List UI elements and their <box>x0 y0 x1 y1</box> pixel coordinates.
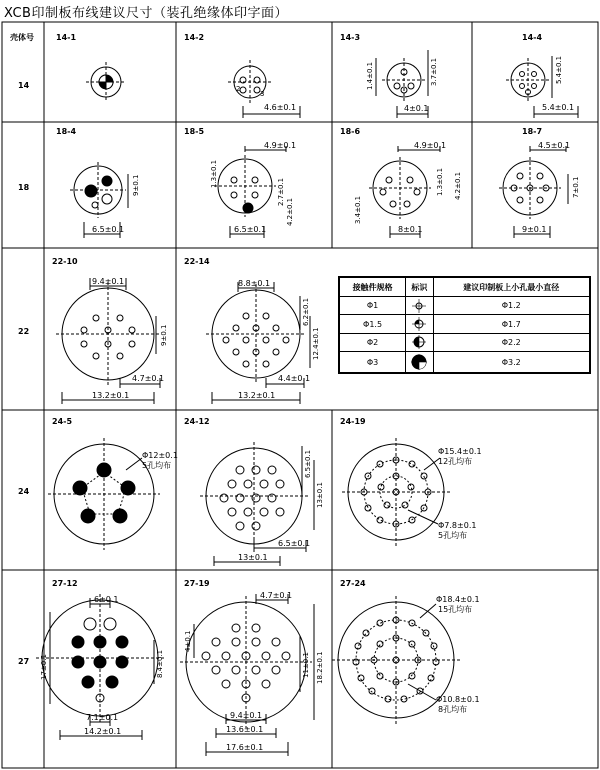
dim-label: 13±0.1 <box>238 553 268 562</box>
shell-number: 18 <box>18 183 30 192</box>
legend-header-row <box>340 278 590 297</box>
dim-label: 6.2±0.1 <box>302 297 310 326</box>
legend-spec: Φ2 <box>340 333 406 351</box>
dim-label: 5.4±0.1 <box>555 55 563 84</box>
dim-label: 4.5±0.1 <box>538 141 571 150</box>
dim-label: 5.4±0.1 <box>542 103 575 112</box>
legend-header: 接触件规格 <box>340 278 406 297</box>
dim-label: 13.2±0.1 <box>92 391 130 400</box>
dim-label: Φ18.4±0.1 <box>436 595 480 604</box>
dim-label: 9.4±0.1 <box>230 711 263 720</box>
legend-spec: Φ1 <box>340 297 406 315</box>
dim-label: 17±0.1 <box>40 654 48 680</box>
dim-note: 12孔均布 <box>438 457 473 466</box>
shell-header: 壳体号 <box>10 33 34 42</box>
legend-row <box>340 333 590 351</box>
dim-label: 6.5±0.1 <box>234 225 267 234</box>
legend-header: 标识 <box>406 278 433 297</box>
cell-label: 27-24 <box>340 579 366 588</box>
cell-label: 14-2 <box>184 33 205 42</box>
dim-label: 4.6±0.1 <box>264 103 297 112</box>
dim-label: 7.1±0.1 <box>86 713 119 722</box>
dim-label: 1.4±0.1 <box>366 61 374 90</box>
shell-number: 22 <box>18 327 30 336</box>
dim-label: 7±0.1 <box>572 176 580 198</box>
cell-label: 14-4 <box>522 33 543 42</box>
layout-14-1 <box>86 62 126 102</box>
quarter-fill-small-icon <box>412 317 426 331</box>
dim-label: 6.5±0.1 <box>278 539 311 548</box>
cell-label: 24-5 <box>52 417 73 426</box>
dim-label: 4.7±0.1 <box>260 591 293 600</box>
dim-note: 5孔均布 <box>142 461 172 470</box>
legend-icon-cell <box>406 333 433 351</box>
shell-number: 14 <box>18 81 30 90</box>
dim-label: 18.2±0.1 <box>316 651 324 684</box>
legend-icon-cell <box>406 315 433 333</box>
legend-icon-cell <box>406 297 433 315</box>
dim-label: 13±0.1 <box>316 482 324 508</box>
dim-label: 8±0.1 <box>398 225 423 234</box>
cell-label: 24-12 <box>184 417 210 426</box>
dim-label: Φ10.8±0.1 <box>436 695 480 704</box>
layout-22-10 <box>56 278 160 404</box>
dim-label: 8.8±0.1 <box>238 279 271 288</box>
legend-row <box>340 315 590 333</box>
dim-label: 4.9±0.1 <box>264 141 297 150</box>
cell-label: 22-14 <box>184 257 210 266</box>
dim-label: 6.5±0.1 <box>304 449 312 478</box>
layout-22-14 <box>206 282 310 404</box>
three-quarter-fill-icon <box>411 354 427 370</box>
cell-label: 14-3 <box>340 33 361 42</box>
cell-label: 27-19 <box>184 579 210 588</box>
page-title: XCB印制板布线建议尺寸（装孔绝缘体印字面） <box>4 6 288 21</box>
cell-label: 18-5 <box>184 127 205 136</box>
dim-label: 3.4±0.1 <box>354 195 362 224</box>
dim-label: Φ12±0.1 <box>142 451 178 460</box>
dim-label: 13.6±0.1 <box>226 725 264 734</box>
dim-note: 5孔均布 <box>438 531 468 540</box>
dim-label: 13.2±0.1 <box>238 391 276 400</box>
legend-row <box>340 297 590 315</box>
pin-number: 3 <box>260 90 265 98</box>
quarter-fill-none-icon <box>412 299 426 313</box>
dim-label: Φ15.4±0.1 <box>438 447 482 456</box>
half-fill-icon <box>412 335 426 349</box>
legend-spec: Φ3 <box>340 352 406 373</box>
pin-number: 2 <box>236 85 241 93</box>
dim-label: 4.9±0.1 <box>414 141 447 150</box>
dim-label: 11±0.1 <box>302 652 310 678</box>
legend-row <box>340 352 590 373</box>
dim-label: 8.4±0.1 <box>156 649 164 678</box>
dim-note: 8孔均布 <box>438 705 468 714</box>
dim-label: 6.5±0.1 <box>92 225 125 234</box>
cell-label: 24-19 <box>340 417 366 426</box>
cell-label: 27-12 <box>52 579 78 588</box>
dim-label: 9±0.1 <box>160 324 168 346</box>
shell-number: 27 <box>18 657 30 666</box>
legend-diameter: Φ3.2 <box>433 352 589 373</box>
dim-label: 9.4±0.1 <box>92 277 125 286</box>
dim-label: 2.7±0.1 <box>277 177 285 206</box>
dim-label: 4.2±0.1 <box>286 197 294 226</box>
dim-label: 9±0.1 <box>522 225 547 234</box>
legend-spec: Φ1.5 <box>340 315 406 333</box>
cell-label: 18-6 <box>340 127 361 136</box>
legend-header: 建议印制板上小孔最小直径 <box>433 278 589 297</box>
dim-label: 4.7±0.1 <box>132 374 165 383</box>
legend-icon-cell <box>406 352 433 373</box>
legend-table <box>338 276 591 374</box>
dim-label: 14.2±0.1 <box>84 727 122 736</box>
dim-label: 9±0.1 <box>132 174 140 196</box>
cell-label: 18-4 <box>56 127 77 136</box>
dim-label: 1.3±0.1 <box>210 159 218 188</box>
layout-24-19 <box>342 438 450 546</box>
dim-label: 6±0.1 <box>94 595 119 604</box>
cell-label: 14-1 <box>56 33 77 42</box>
dim-label: 17.6±0.1 <box>226 743 264 752</box>
dim-label: 4±0.1 <box>404 104 429 113</box>
legend-diameter: Φ1.2 <box>433 297 589 315</box>
dim-label: Φ7.8±0.1 <box>438 521 477 530</box>
legend-diameter: Φ2.2 <box>433 333 589 351</box>
dim-label: 4.4±0.1 <box>278 374 311 383</box>
dim-label: 3.7±0.1 <box>430 57 438 86</box>
dim-note: 15孔均布 <box>438 605 473 614</box>
dim-label: 12.4±0.1 <box>312 327 320 360</box>
cell-label: 22-10 <box>52 257 78 266</box>
legend-diameter: Φ1.7 <box>433 315 589 333</box>
cell-label: 18-7 <box>522 127 543 136</box>
dim-label: 4.2±0.1 <box>454 171 462 200</box>
dim-label: 4±0.1 <box>184 630 192 652</box>
shell-number: 24 <box>18 487 30 496</box>
dim-label: 1.3±0.1 <box>436 167 444 196</box>
